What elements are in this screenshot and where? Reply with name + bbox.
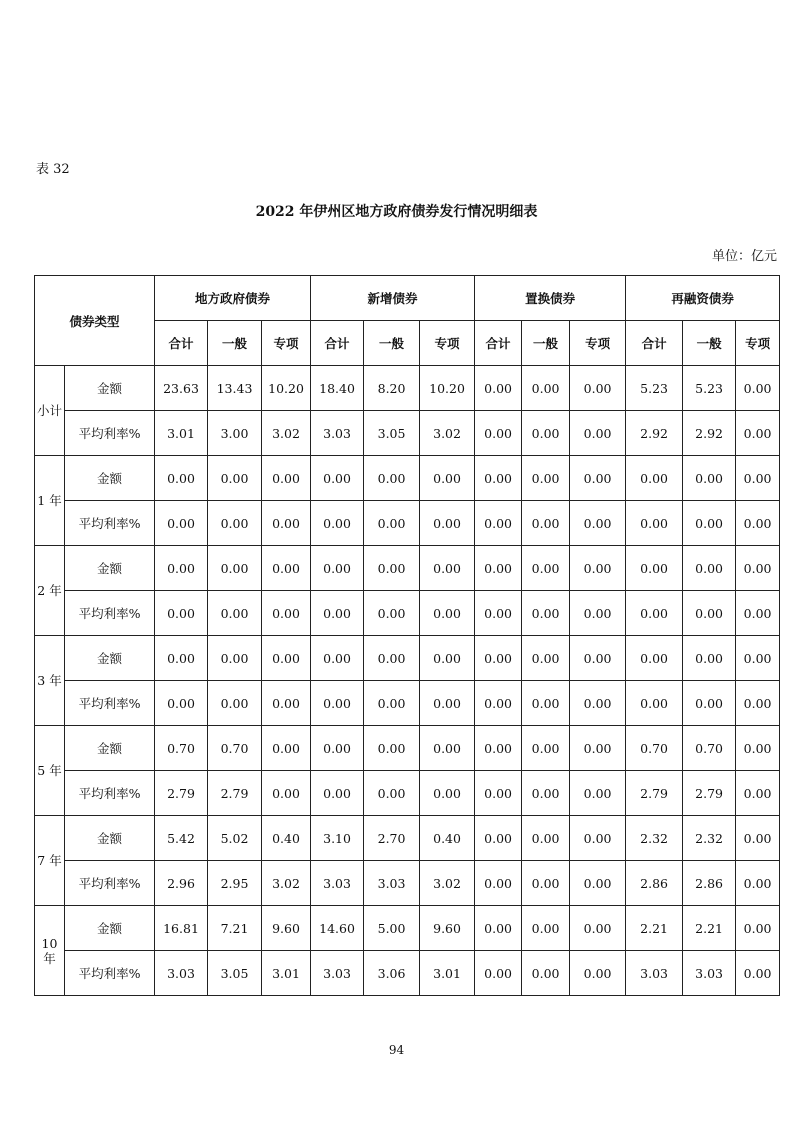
value-cell: 0.00 bbox=[522, 411, 570, 456]
value-cell: 0.00 bbox=[626, 546, 683, 591]
value-cell: 0.00 bbox=[736, 411, 780, 456]
sub-header: 专项 bbox=[262, 321, 311, 366]
value-cell: 0.00 bbox=[155, 591, 208, 636]
value-cell: 0.70 bbox=[155, 726, 208, 771]
value-cell: 0.00 bbox=[522, 861, 570, 906]
value-cell: 3.02 bbox=[262, 861, 311, 906]
value-cell: 0.00 bbox=[262, 726, 311, 771]
value-cell: 8.20 bbox=[364, 366, 420, 411]
metric-label: 金额 bbox=[65, 456, 155, 501]
sub-header: 合计 bbox=[475, 321, 522, 366]
value-cell: 0.00 bbox=[475, 411, 522, 456]
value-cell: 0.00 bbox=[570, 861, 626, 906]
metric-label: 平均利率% bbox=[65, 951, 155, 996]
value-cell: 3.06 bbox=[364, 951, 420, 996]
value-cell: 0.00 bbox=[311, 456, 364, 501]
value-cell: 0.00 bbox=[311, 681, 364, 726]
value-cell: 0.00 bbox=[364, 546, 420, 591]
period-label: 2 年 bbox=[35, 546, 65, 636]
value-cell: 3.01 bbox=[262, 951, 311, 996]
value-cell: 0.00 bbox=[475, 771, 522, 816]
value-cell: 18.40 bbox=[311, 366, 364, 411]
value-cell: 5.02 bbox=[208, 816, 262, 861]
value-cell: 7.21 bbox=[208, 906, 262, 951]
metric-label: 平均利率% bbox=[65, 861, 155, 906]
value-cell: 0.00 bbox=[208, 501, 262, 546]
page-number: 94 bbox=[388, 1043, 405, 1057]
value-cell: 0.00 bbox=[570, 591, 626, 636]
value-cell: 0.00 bbox=[155, 501, 208, 546]
value-cell: 0.00 bbox=[570, 726, 626, 771]
value-cell: 3.02 bbox=[420, 411, 475, 456]
metric-label: 金额 bbox=[65, 906, 155, 951]
value-cell: 0.00 bbox=[626, 456, 683, 501]
value-cell: 0.00 bbox=[311, 726, 364, 771]
value-cell: 0.00 bbox=[262, 456, 311, 501]
value-cell: 2.79 bbox=[626, 771, 683, 816]
value-cell: 0.40 bbox=[262, 816, 311, 861]
value-cell: 5.00 bbox=[364, 906, 420, 951]
metric-label: 平均利率% bbox=[65, 501, 155, 546]
metric-label: 金额 bbox=[65, 636, 155, 681]
value-cell: 2.79 bbox=[208, 771, 262, 816]
table-row bbox=[35, 771, 780, 816]
value-cell: 0.00 bbox=[522, 546, 570, 591]
value-cell: 2.79 bbox=[683, 771, 736, 816]
value-cell: 13.43 bbox=[208, 366, 262, 411]
table-row bbox=[35, 636, 780, 681]
value-cell: 0.00 bbox=[262, 501, 311, 546]
value-cell: 2.21 bbox=[683, 906, 736, 951]
sub-header: 专项 bbox=[736, 321, 780, 366]
group-header-local-gov-bonds: 地方政府债券 bbox=[155, 276, 311, 321]
value-cell: 0.70 bbox=[208, 726, 262, 771]
value-cell: 0.00 bbox=[570, 411, 626, 456]
value-cell: 0.00 bbox=[683, 501, 736, 546]
value-cell: 0.00 bbox=[475, 366, 522, 411]
value-cell: 2.79 bbox=[155, 771, 208, 816]
value-cell: 0.00 bbox=[208, 591, 262, 636]
value-cell: 0.00 bbox=[522, 816, 570, 861]
value-cell: 0.70 bbox=[683, 726, 736, 771]
value-cell: 0.00 bbox=[420, 726, 475, 771]
value-cell: 0.00 bbox=[736, 636, 780, 681]
value-cell: 2.95 bbox=[208, 861, 262, 906]
value-cell: 0.00 bbox=[364, 456, 420, 501]
value-cell: 0.00 bbox=[570, 771, 626, 816]
value-cell: 3.03 bbox=[364, 861, 420, 906]
table-row bbox=[35, 411, 780, 456]
period-label: 5 年 bbox=[35, 726, 65, 816]
value-cell: 0.00 bbox=[570, 816, 626, 861]
period-label: 7 年 bbox=[35, 816, 65, 906]
value-cell: 3.03 bbox=[155, 951, 208, 996]
value-cell: 0.40 bbox=[420, 816, 475, 861]
value-cell: 3.03 bbox=[311, 411, 364, 456]
value-cell: 0.00 bbox=[736, 906, 780, 951]
period-label: 3 年 bbox=[35, 636, 65, 726]
value-cell: 0.00 bbox=[262, 681, 311, 726]
value-cell: 0.00 bbox=[736, 366, 780, 411]
value-cell: 3.02 bbox=[420, 861, 475, 906]
value-cell: 0.00 bbox=[475, 636, 522, 681]
group-header-refinancing-bonds: 再融资债券 bbox=[626, 276, 780, 321]
value-cell: 0.00 bbox=[683, 546, 736, 591]
value-cell: 0.00 bbox=[420, 771, 475, 816]
value-cell: 2.92 bbox=[626, 411, 683, 456]
value-cell: 0.00 bbox=[475, 681, 522, 726]
sub-header: 专项 bbox=[570, 321, 626, 366]
value-cell: 0.00 bbox=[570, 636, 626, 681]
value-cell: 0.00 bbox=[364, 636, 420, 681]
value-cell: 23.63 bbox=[155, 366, 208, 411]
value-cell: 0.00 bbox=[208, 546, 262, 591]
value-cell: 0.00 bbox=[364, 501, 420, 546]
value-cell: 3.05 bbox=[364, 411, 420, 456]
value-cell: 0.00 bbox=[311, 771, 364, 816]
value-cell: 5.23 bbox=[683, 366, 736, 411]
value-cell: 0.00 bbox=[570, 456, 626, 501]
value-cell: 16.81 bbox=[155, 906, 208, 951]
value-cell: 0.00 bbox=[683, 456, 736, 501]
value-cell: 0.00 bbox=[522, 906, 570, 951]
value-cell: 0.00 bbox=[626, 591, 683, 636]
value-cell: 0.00 bbox=[364, 726, 420, 771]
value-cell: 3.03 bbox=[311, 951, 364, 996]
value-cell: 0.00 bbox=[208, 636, 262, 681]
value-cell: 0.70 bbox=[626, 726, 683, 771]
table-row bbox=[35, 366, 780, 411]
value-cell: 0.00 bbox=[364, 771, 420, 816]
sub-header: 一般 bbox=[683, 321, 736, 366]
period-label: 10 年 bbox=[35, 906, 65, 996]
value-cell: 0.00 bbox=[420, 546, 475, 591]
value-cell: 0.00 bbox=[736, 501, 780, 546]
value-cell: 0.00 bbox=[736, 726, 780, 771]
table-number: 表 32 bbox=[36, 162, 70, 177]
value-cell: 0.00 bbox=[420, 591, 475, 636]
value-cell: 0.00 bbox=[311, 546, 364, 591]
table-row bbox=[35, 726, 780, 771]
value-cell: 0.00 bbox=[311, 501, 364, 546]
value-cell: 2.86 bbox=[683, 861, 736, 906]
value-cell: 0.00 bbox=[475, 816, 522, 861]
value-cell: 14.60 bbox=[311, 906, 364, 951]
value-cell: 9.60 bbox=[262, 906, 311, 951]
table-row bbox=[35, 591, 780, 636]
value-cell: 0.00 bbox=[736, 546, 780, 591]
value-cell: 0.00 bbox=[736, 951, 780, 996]
table-row bbox=[35, 546, 780, 591]
value-cell: 3.00 bbox=[208, 411, 262, 456]
value-cell: 2.32 bbox=[626, 816, 683, 861]
group-header-row bbox=[35, 276, 780, 321]
value-cell: 0.00 bbox=[570, 681, 626, 726]
value-cell: 2.32 bbox=[683, 816, 736, 861]
value-cell: 0.00 bbox=[475, 861, 522, 906]
value-cell: 0.00 bbox=[311, 591, 364, 636]
value-cell: 0.00 bbox=[475, 906, 522, 951]
value-cell: 0.00 bbox=[262, 546, 311, 591]
value-cell: 0.00 bbox=[522, 771, 570, 816]
value-cell: 0.00 bbox=[570, 546, 626, 591]
value-cell: 2.96 bbox=[155, 861, 208, 906]
value-cell: 0.00 bbox=[626, 636, 683, 681]
value-cell: 0.00 bbox=[626, 501, 683, 546]
value-cell: 0.00 bbox=[420, 456, 475, 501]
value-cell: 0.00 bbox=[208, 456, 262, 501]
value-cell: 0.00 bbox=[208, 681, 262, 726]
value-cell: 0.00 bbox=[683, 636, 736, 681]
metric-label: 平均利率% bbox=[65, 591, 155, 636]
table-row bbox=[35, 861, 780, 906]
value-cell: 0.00 bbox=[626, 681, 683, 726]
sub-header: 合计 bbox=[311, 321, 364, 366]
table-row bbox=[35, 456, 780, 501]
value-cell: 0.00 bbox=[522, 501, 570, 546]
metric-label: 金额 bbox=[65, 366, 155, 411]
metric-label: 平均利率% bbox=[65, 681, 155, 726]
value-cell: 0.00 bbox=[420, 636, 475, 681]
value-cell: 9.60 bbox=[420, 906, 475, 951]
value-cell: 3.01 bbox=[420, 951, 475, 996]
value-cell: 2.21 bbox=[626, 906, 683, 951]
value-cell: 0.00 bbox=[475, 951, 522, 996]
value-cell: 3.02 bbox=[262, 411, 311, 456]
value-cell: 0.00 bbox=[736, 681, 780, 726]
value-cell: 5.42 bbox=[155, 816, 208, 861]
value-cell: 0.00 bbox=[420, 681, 475, 726]
sub-header: 合计 bbox=[155, 321, 208, 366]
value-cell: 0.00 bbox=[475, 456, 522, 501]
bond-issuance-table bbox=[34, 275, 780, 996]
value-cell: 0.00 bbox=[475, 591, 522, 636]
sub-header: 一般 bbox=[364, 321, 420, 366]
value-cell: 3.03 bbox=[626, 951, 683, 996]
value-cell: 0.00 bbox=[364, 591, 420, 636]
group-header-new-bonds: 新增债券 bbox=[311, 276, 475, 321]
value-cell: 3.03 bbox=[683, 951, 736, 996]
value-cell: 0.00 bbox=[683, 591, 736, 636]
table-row bbox=[35, 816, 780, 861]
value-cell: 0.00 bbox=[475, 501, 522, 546]
value-cell: 0.00 bbox=[475, 726, 522, 771]
value-cell: 3.05 bbox=[208, 951, 262, 996]
value-cell: 0.00 bbox=[155, 456, 208, 501]
value-cell: 0.00 bbox=[262, 771, 311, 816]
value-cell: 0.00 bbox=[570, 366, 626, 411]
value-cell: 0.00 bbox=[736, 456, 780, 501]
sub-header: 一般 bbox=[208, 321, 262, 366]
value-cell: 0.00 bbox=[155, 681, 208, 726]
table-row bbox=[35, 501, 780, 546]
table-row bbox=[35, 681, 780, 726]
value-cell: 10.20 bbox=[420, 366, 475, 411]
metric-label: 金额 bbox=[65, 546, 155, 591]
value-cell: 0.00 bbox=[155, 636, 208, 681]
document-title: 2022 年伊州区地方政府债券发行情况明细表 bbox=[255, 204, 538, 220]
metric-label: 金额 bbox=[65, 816, 155, 861]
table-body bbox=[35, 366, 780, 996]
group-header-replacement-bonds: 置换债券 bbox=[475, 276, 626, 321]
value-cell: 0.00 bbox=[155, 546, 208, 591]
value-cell: 2.86 bbox=[626, 861, 683, 906]
sub-header: 一般 bbox=[522, 321, 570, 366]
period-label: 小计 bbox=[35, 366, 65, 456]
value-cell: 0.00 bbox=[311, 636, 364, 681]
value-cell: 0.00 bbox=[522, 366, 570, 411]
value-cell: 0.00 bbox=[570, 906, 626, 951]
value-cell: 0.00 bbox=[262, 591, 311, 636]
bond-type-header: 债券类型 bbox=[35, 276, 155, 366]
value-cell: 0.00 bbox=[736, 816, 780, 861]
value-cell: 5.23 bbox=[626, 366, 683, 411]
value-cell: 0.00 bbox=[522, 636, 570, 681]
value-cell: 3.10 bbox=[311, 816, 364, 861]
value-cell: 0.00 bbox=[736, 771, 780, 816]
metric-label: 金额 bbox=[65, 726, 155, 771]
value-cell: 2.92 bbox=[683, 411, 736, 456]
value-cell: 2.70 bbox=[364, 816, 420, 861]
sub-header: 合计 bbox=[626, 321, 683, 366]
value-cell: 0.00 bbox=[475, 546, 522, 591]
metric-label: 平均利率% bbox=[65, 771, 155, 816]
value-cell: 0.00 bbox=[683, 681, 736, 726]
value-cell: 0.00 bbox=[736, 591, 780, 636]
value-cell: 0.00 bbox=[262, 636, 311, 681]
value-cell: 0.00 bbox=[522, 456, 570, 501]
value-cell: 3.01 bbox=[155, 411, 208, 456]
unit-label: 单位：亿元 bbox=[711, 249, 777, 264]
value-cell: 0.00 bbox=[522, 681, 570, 726]
value-cell: 0.00 bbox=[570, 501, 626, 546]
value-cell: 0.00 bbox=[364, 681, 420, 726]
value-cell: 0.00 bbox=[420, 501, 475, 546]
metric-label: 平均利率% bbox=[65, 411, 155, 456]
value-cell: 10.20 bbox=[262, 366, 311, 411]
value-cell: 0.00 bbox=[570, 951, 626, 996]
table-row bbox=[35, 951, 780, 996]
value-cell: 0.00 bbox=[522, 591, 570, 636]
table-row bbox=[35, 906, 780, 951]
value-cell: 0.00 bbox=[736, 861, 780, 906]
value-cell: 0.00 bbox=[522, 951, 570, 996]
value-cell: 3.03 bbox=[311, 861, 364, 906]
sub-header: 专项 bbox=[420, 321, 475, 366]
period-label: 1 年 bbox=[35, 456, 65, 546]
value-cell: 0.00 bbox=[522, 726, 570, 771]
